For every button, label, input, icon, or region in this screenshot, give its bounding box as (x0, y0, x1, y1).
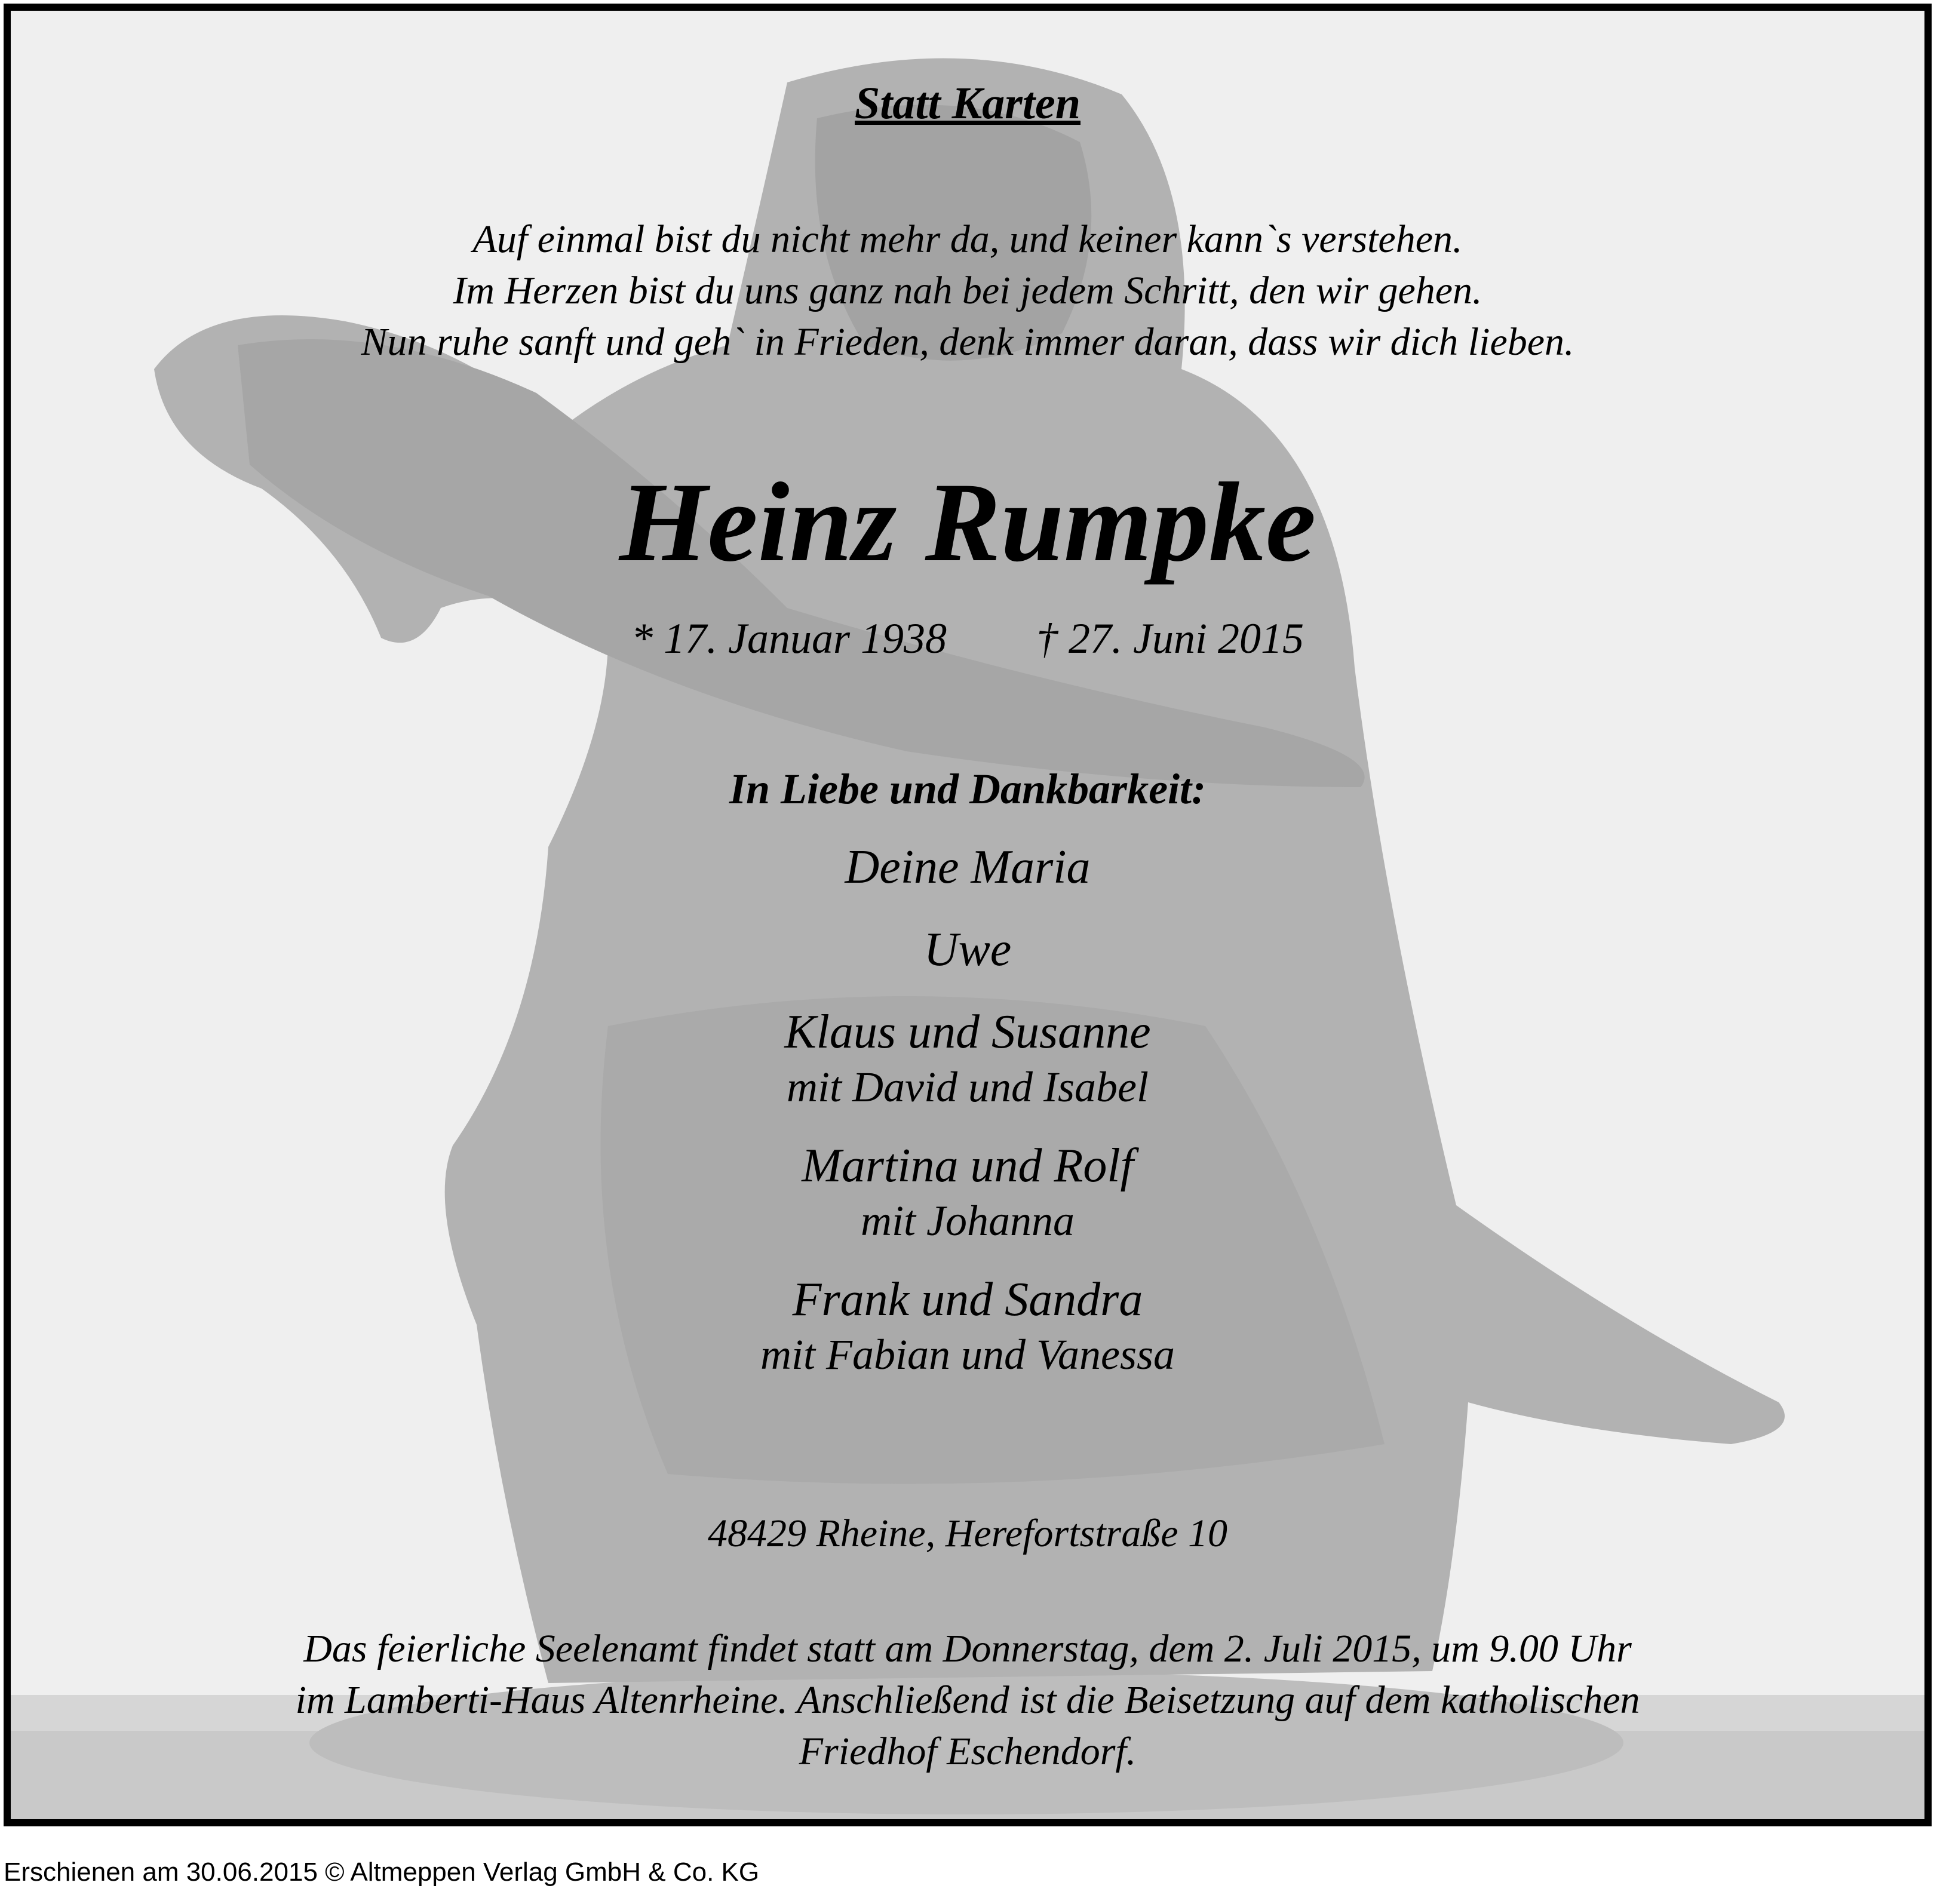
deceased-name: Heinz Rumpke (619, 460, 1316, 585)
death-date: † 27. Juni 2015 (1036, 615, 1304, 662)
mourner-group (11, 838, 1924, 896)
service-line: im Lamberti-Haus Altenrheine. Anschließend ist die Beisetzung auf dem katholischen (295, 1678, 1640, 1722)
mourner-group (11, 920, 1924, 979)
birth-date: * 17. Januar 1938 (631, 615, 947, 662)
service-info (11, 1623, 1924, 1777)
mourner-name: Uwe (923, 923, 1012, 976)
obituary-text (11, 11, 1924, 1819)
mourner-group (11, 1270, 1924, 1380)
verse-line: Nun ruhe sanft und geh` in Frieden, denk immer daran, dass wir dich lieben. (361, 320, 1574, 364)
mourners-list (11, 838, 1924, 1404)
mourner-name: Martina und Rolf (802, 1140, 1134, 1192)
mourner-children: mit Johanna (861, 1197, 1075, 1245)
thanks-line: In Liebe und Dankbarkeit: (729, 765, 1207, 813)
mourner-children: mit David und Isabel (787, 1063, 1149, 1111)
heading: Statt Karten (855, 78, 1080, 128)
mourner-name: Deine Maria (845, 841, 1091, 893)
service-line: Friedhof Eschendorf. (799, 1730, 1137, 1773)
mourner-group (11, 1003, 1924, 1113)
address: 48429 Rheine, Herefortstraße 10 (707, 1512, 1228, 1555)
mourner-children: mit Fabian und Vanessa (760, 1331, 1175, 1378)
service-line: Das feierliche Seelenamt findet statt am Donnerstag, dem 2. Juli 2015, um 9.00 Uhr (303, 1627, 1632, 1670)
obituary-frame (4, 4, 1932, 1826)
mourner-name: Frank und Sandra (792, 1273, 1143, 1326)
verse-line: Auf einmal bist du nicht mehr da, und keiner kann`s verstehen. (472, 217, 1463, 261)
life-dates (11, 614, 1924, 664)
mourner-name: Klaus und Susanne (784, 1006, 1151, 1058)
publication-footer: Erschienen am 30.06.2015 © Altmeppen Verlag GmbH & Co. KG (4, 1857, 760, 1887)
mourner-group (11, 1137, 1924, 1246)
verse (11, 214, 1924, 368)
verse-line: Im Herzen bist du uns ganz nah bei jedem Schritt, den wir gehen. (453, 269, 1482, 312)
